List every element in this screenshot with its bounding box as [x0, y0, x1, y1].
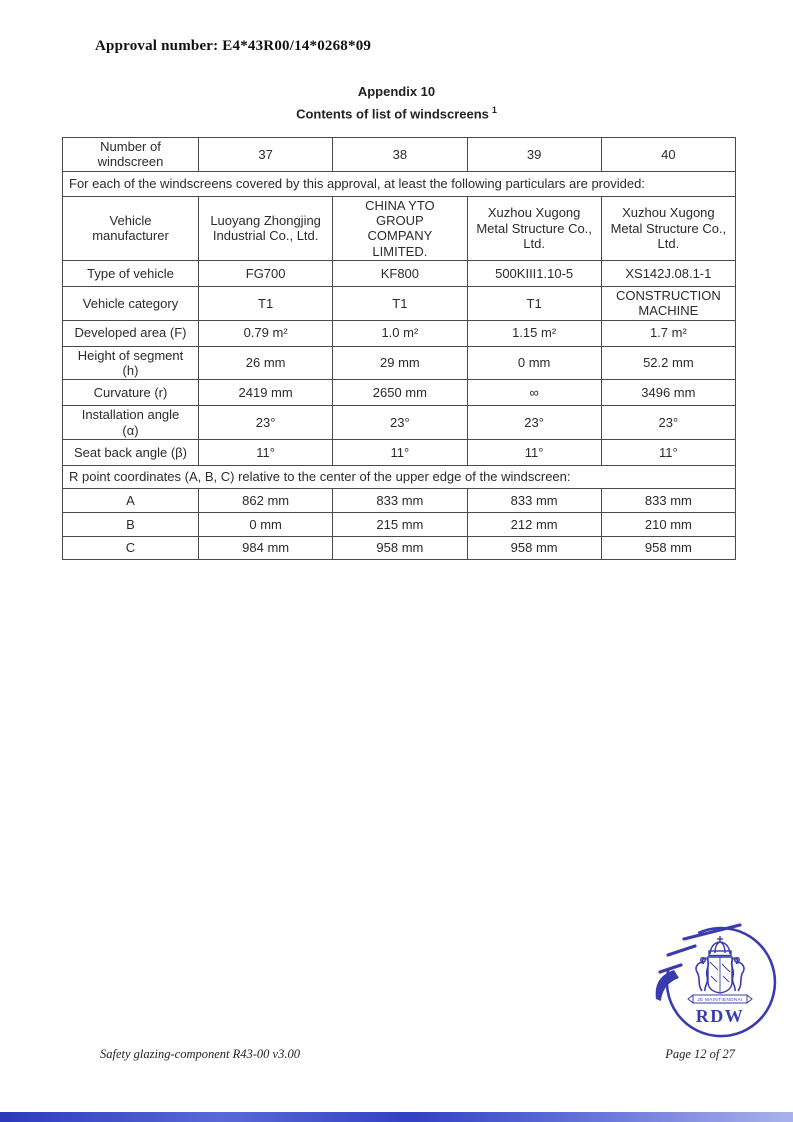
cell-value: 862 mm: [199, 488, 333, 512]
cell-value: 833 mm: [467, 488, 601, 512]
cell-value: 0.79 m²: [199, 320, 333, 346]
cell-value: 23°: [333, 406, 467, 440]
windscreen-table-body: [63, 138, 736, 560]
row-label: Height of segment (h): [63, 346, 199, 380]
table-row: [63, 512, 736, 536]
cell-value: 52.2 mm: [601, 346, 735, 380]
row-label: Vehicle manufacturer: [63, 196, 199, 260]
cell-value: Xuzhou Xugong Metal Structure Co., Ltd.: [601, 196, 735, 260]
rdw-logo-text: RDW: [695, 1006, 745, 1026]
cell-value: 833 mm: [601, 488, 735, 512]
cell-value: 0 mm: [467, 346, 601, 380]
cell-value: 958 mm: [601, 536, 735, 559]
cell-value: 23°: [601, 406, 735, 440]
windscreen-table: [62, 137, 736, 560]
cell-value: 29 mm: [333, 346, 467, 380]
cell-value: 3496 mm: [601, 380, 735, 406]
row-label: B: [63, 512, 199, 536]
row-label: Curvature (r): [63, 380, 199, 406]
approval-number: Approval number: E4*43R00/14*0268*09: [95, 38, 372, 54]
table-note-cell: R point coordinates (A, B, C) relative to the center of the upper edge of the windscreen:: [63, 465, 736, 488]
cell-value: ∞: [467, 380, 601, 406]
cell-value: KF800: [333, 260, 467, 286]
cell-value: 11°: [333, 439, 467, 465]
rdw-stamp-logo: [648, 918, 788, 1043]
subtitle-footnote-ref: 1: [491, 105, 497, 115]
cell-value: 11°: [467, 439, 601, 465]
motto-banner: [688, 995, 752, 1003]
table-row: [63, 488, 736, 512]
appendix-title: Appendix 10: [357, 84, 436, 99]
motto-text: JE MAINTIENDRAI: [697, 996, 743, 1002]
cell-value: 210 mm: [601, 512, 735, 536]
cell-value: 11°: [199, 439, 333, 465]
cell-value: 23°: [199, 406, 333, 440]
cell-value: 984 mm: [199, 536, 333, 559]
row-label: Developed area (F): [63, 320, 199, 346]
cell-value: 23°: [467, 406, 601, 440]
footer-page-number: Page 12 of 27: [665, 1047, 735, 1061]
cell-value: XS142J.08.1-1: [601, 260, 735, 286]
cell-value: 39: [467, 138, 601, 172]
table-row: [63, 138, 736, 172]
row-label: Seat back angle (β): [63, 439, 199, 465]
cell-value: 38: [333, 138, 467, 172]
lion-left-icon: [696, 958, 708, 991]
doc-subtitle-text: Contents of list of windscreens: [296, 106, 489, 122]
cell-value: 212 mm: [467, 512, 601, 536]
cell-value: 958 mm: [467, 536, 601, 559]
row-label: Vehicle category: [63, 286, 199, 320]
table-row: [63, 346, 736, 380]
cell-value: 1.15 m²: [467, 320, 601, 346]
lion-right-icon: [732, 958, 744, 991]
swoosh-wedge-icon: [656, 970, 679, 1001]
shield-icon: [708, 957, 732, 993]
table-row: [63, 439, 736, 465]
doc-subtitle: [0, 105, 793, 121]
table-row: [63, 320, 736, 346]
cell-value: CHINA YTO GROUP COMPANY LIMITED.: [333, 196, 467, 260]
table-note-cell: For each of the windscreens covered by this approval, at least the following particulars are provided:: [63, 171, 736, 196]
cell-value: Xuzhou Xugong Metal Structure Co., Ltd.: [467, 196, 601, 260]
row-label: Type of vehicle: [63, 260, 199, 286]
cell-value: T1: [467, 286, 601, 320]
row-label: Number of windscreen: [63, 138, 199, 172]
cell-value: 215 mm: [333, 512, 467, 536]
crown-icon: [709, 936, 731, 956]
row-label: Installation angle (α): [63, 406, 199, 440]
table-row: [63, 171, 736, 196]
row-label: A: [63, 488, 199, 512]
cell-value: 40: [601, 138, 735, 172]
page-bottom-edge-bar: [0, 1112, 793, 1122]
cell-value: 11°: [601, 439, 735, 465]
table-row: [63, 465, 736, 488]
cell-value: 2419 mm: [199, 380, 333, 406]
cell-value: 37: [199, 138, 333, 172]
cell-value: 0 mm: [199, 512, 333, 536]
table-row: [63, 406, 736, 440]
table-row: [63, 286, 736, 320]
table-row: [63, 536, 736, 559]
cell-value: T1: [199, 286, 333, 320]
cell-value: 958 mm: [333, 536, 467, 559]
cell-value: T1: [333, 286, 467, 320]
cell-value: 500KIII1.10-5: [467, 260, 601, 286]
table-row: [63, 380, 736, 406]
cell-value: 2650 mm: [333, 380, 467, 406]
table-row: [63, 260, 736, 286]
cell-value: 1.0 m²: [333, 320, 467, 346]
cell-value: CONSTRUCTION MACHINE: [601, 286, 735, 320]
cell-value: FG700: [199, 260, 333, 286]
footer-doc-version: Safety glazing-component R43-00 v3.00: [100, 1047, 300, 1061]
table-row: [63, 196, 736, 260]
cell-value: Luoyang Zhongjing Industrial Co., Ltd.: [199, 196, 333, 260]
cell-value: 833 mm: [333, 488, 467, 512]
cell-value: 1.7 m²: [601, 320, 735, 346]
cell-value: 26 mm: [199, 346, 333, 380]
row-label: C: [63, 536, 199, 559]
